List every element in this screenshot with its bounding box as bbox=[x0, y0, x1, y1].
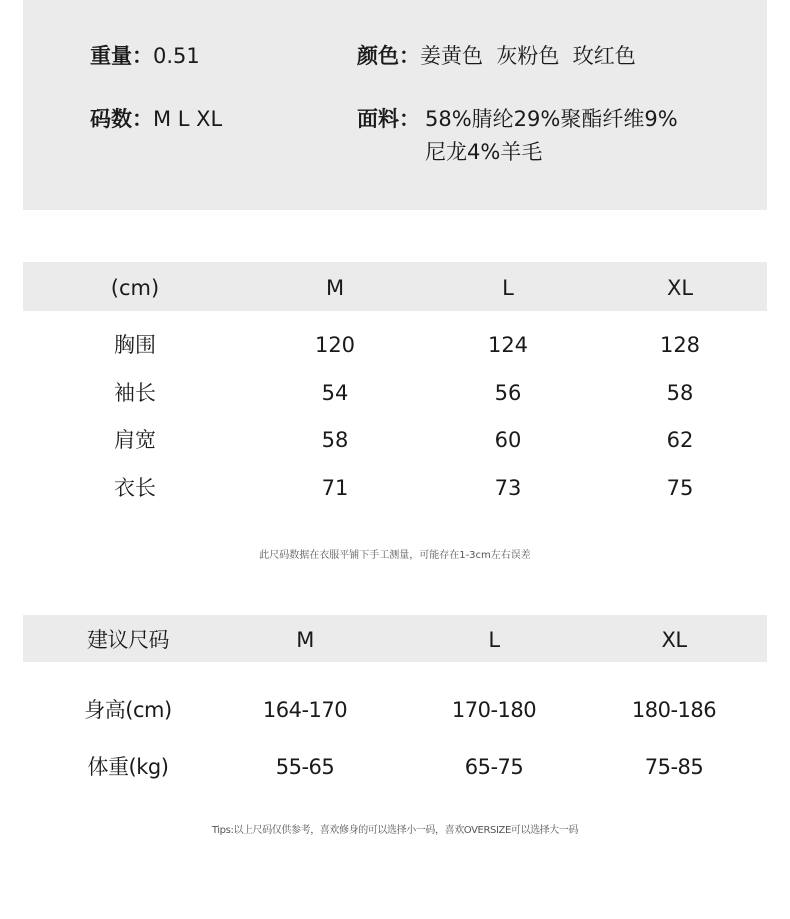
size-header-m: M bbox=[325, 276, 345, 300]
weight-value: 0.51 bbox=[153, 44, 200, 68]
size-header-xl: XL bbox=[666, 276, 694, 300]
weight-label: 重量： bbox=[90, 44, 153, 68]
size-cell: 58 bbox=[666, 381, 694, 405]
size-cell: 124 bbox=[487, 333, 529, 357]
recommend-cell: 170-180 bbox=[451, 698, 537, 722]
recommend-cell: 75-85 bbox=[644, 755, 704, 779]
size-options-info bbox=[90, 104, 222, 134]
size-row-label: 胸围 bbox=[114, 333, 156, 357]
size-cell: 128 bbox=[659, 333, 701, 357]
recommend-header-xl: XL bbox=[661, 628, 687, 652]
recommend-row-label: 体重(kg) bbox=[87, 755, 169, 779]
color-label: 颜色： bbox=[357, 44, 420, 68]
size-cell: 120 bbox=[314, 333, 356, 357]
recommend-row-label: 身高(cm) bbox=[84, 698, 172, 722]
size-cell: 54 bbox=[321, 381, 349, 405]
size-options-label: 码数： bbox=[90, 107, 153, 131]
recommend-cell: 164-170 bbox=[262, 698, 348, 722]
size-cell: 71 bbox=[321, 476, 349, 500]
material-value-line2: 尼龙4%羊毛 bbox=[425, 140, 543, 164]
recommend-header-title: 建议尺码 bbox=[87, 628, 169, 652]
material-info bbox=[357, 104, 420, 134]
size-cell: 75 bbox=[666, 476, 694, 500]
size-cell: 60 bbox=[494, 428, 522, 452]
size-cell: 56 bbox=[494, 381, 522, 405]
recommend-header-m: M bbox=[296, 628, 314, 652]
recommend-cell: 180-186 bbox=[631, 698, 717, 722]
size-row-label: 衣长 bbox=[114, 476, 156, 500]
size-cell: 62 bbox=[666, 428, 694, 452]
size-options-value: M L XL bbox=[153, 107, 223, 131]
recommend-cell: 55-65 bbox=[275, 755, 335, 779]
weight-info bbox=[90, 41, 200, 71]
size-cell: 73 bbox=[494, 476, 522, 500]
color-value: 姜黄色 灰粉色 玫红色 bbox=[420, 44, 636, 68]
size-tip: Tips:以上尺码仅供参考，喜欢修身的可以选择小一码，喜欢OVERSIZE可以选择大一码 bbox=[211, 825, 579, 836]
material-value-line1: 58%腈纶29%聚酯纤维9% bbox=[425, 107, 678, 131]
size-row-label: 肩宽 bbox=[114, 428, 156, 452]
recommend-cell: 65-75 bbox=[464, 755, 524, 779]
size-cell: 58 bbox=[321, 428, 349, 452]
measurement-note: 此尺码数据在衣服平铺下手工测量，可能存在1-3cm左右误差 bbox=[259, 550, 531, 561]
color-info bbox=[357, 41, 636, 71]
size-header-unit: (cm) bbox=[110, 276, 160, 300]
size-header-l: L bbox=[502, 276, 514, 300]
size-row-label: 袖长 bbox=[114, 381, 156, 405]
recommend-header-l: L bbox=[488, 628, 500, 652]
material-label: 面料： bbox=[357, 107, 420, 131]
